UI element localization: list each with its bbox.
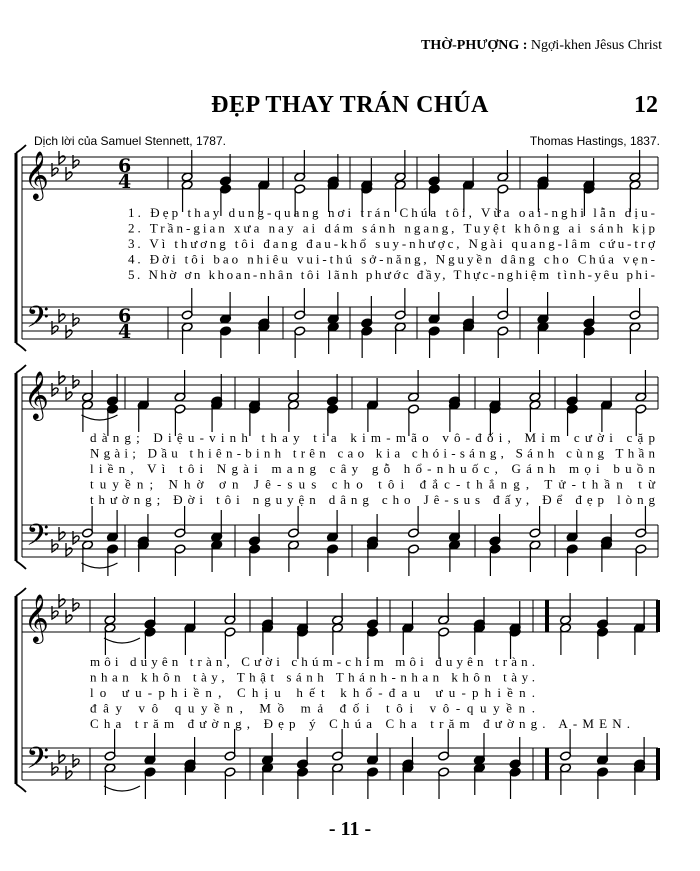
tie-icon (82, 415, 118, 420)
tie-icon (104, 786, 140, 791)
bass-clef-icon: 𝄢 (26, 301, 50, 342)
time-signature-bottom: 4 (118, 321, 132, 343)
hymn-title: ĐẸP THAY TRÁN CHÚA (211, 92, 489, 118)
section-title: Ngợi-khen Jêsus Christ (530, 38, 662, 53)
tie-icon (104, 638, 140, 643)
tie-icon (82, 563, 118, 568)
lyric-line: đây vô quyền, Mồ mả đối tôi vô-quyền. (90, 700, 535, 716)
lyric-line: Ngài; Dầu thiên-binh trên cao kia chói-sáng, Sánh cùng Thần (90, 445, 656, 461)
lyric-line: thường; Đời tôi nguyện dâng cho Jê-sus đấy, Để đẹp lòng (90, 492, 655, 507)
treble-clef-icon: 𝄞 (24, 150, 49, 199)
hymn-number: 12 (634, 92, 658, 118)
time-signature-bottom: 4 (118, 171, 132, 193)
lyric-line: 4. Đời tôi bao nhiêu vui-thú sở-năng, Nguyền dâng cho Chúa vẹn- (128, 251, 655, 267)
time-signature-top: 6 (118, 155, 132, 177)
page-number: - 11 - (328, 818, 372, 840)
treble-clef-icon: 𝄞 (24, 370, 49, 419)
lyric-line: dàng; Diệu-vinh thay tia kim-mão vô-đối, Mỉm cười cặp (90, 430, 655, 445)
lyric-line: Cha trăm đường, Đẹp ý Chúa Cha trăm đường. A-MEN. (90, 716, 630, 731)
lyricist-credit: Dịch lời của Samuel Stennett, 1787. (34, 134, 226, 148)
section-label: THỜ-PHƯỢNG : (421, 38, 528, 53)
lyric-line: lo ưu-phiền, Chịu hết khổ-đau ưu-phiền. (90, 685, 535, 700)
lyric-line: liền, Vì tôi Ngài mang cây gỗ hổ-nhuốc, Gánh mọi buồn (90, 461, 655, 476)
composer-credit: Thomas Hastings, 1837. (529, 134, 660, 148)
lyric-line: nhan khôn tày, Thật sánh Thánh-nhan khôn tày. (90, 669, 535, 685)
treble-clef-icon: 𝄞 (24, 593, 49, 642)
lyric-line: 3. Vì thương tôi đang đau-khổ suy-nhược, Ngài quang-lâm cứu-trợ (128, 236, 655, 251)
lyric-line: 1. Đẹp thay dung-quang nơi trán Chúa tôi, Vừa oai-nghi lẫn dịu- (128, 205, 655, 220)
bass-clef-icon: 𝄢 (26, 519, 50, 560)
time-signature-top: 6 (118, 305, 132, 327)
lyric-line: tuyền; Nhờ ơn Jê-sus cho tôi đắc-thắng, Tử-thần từ (90, 476, 655, 492)
lyric-line: môi duyên tràn, Cười chúm-chím môi duyên tràn. (90, 654, 535, 669)
bass-clef-icon: 𝄢 (26, 742, 50, 783)
lyric-line: 5. Nhờ ơn khoan-nhân tôi lãnh phước đầy, Thực-nghiệm tình-yêu phi- (128, 267, 655, 282)
lyric-line: 2. Trần-gian xưa nay ai dám sánh ngang, Tuyệt không ai sánh kịp (128, 220, 655, 236)
